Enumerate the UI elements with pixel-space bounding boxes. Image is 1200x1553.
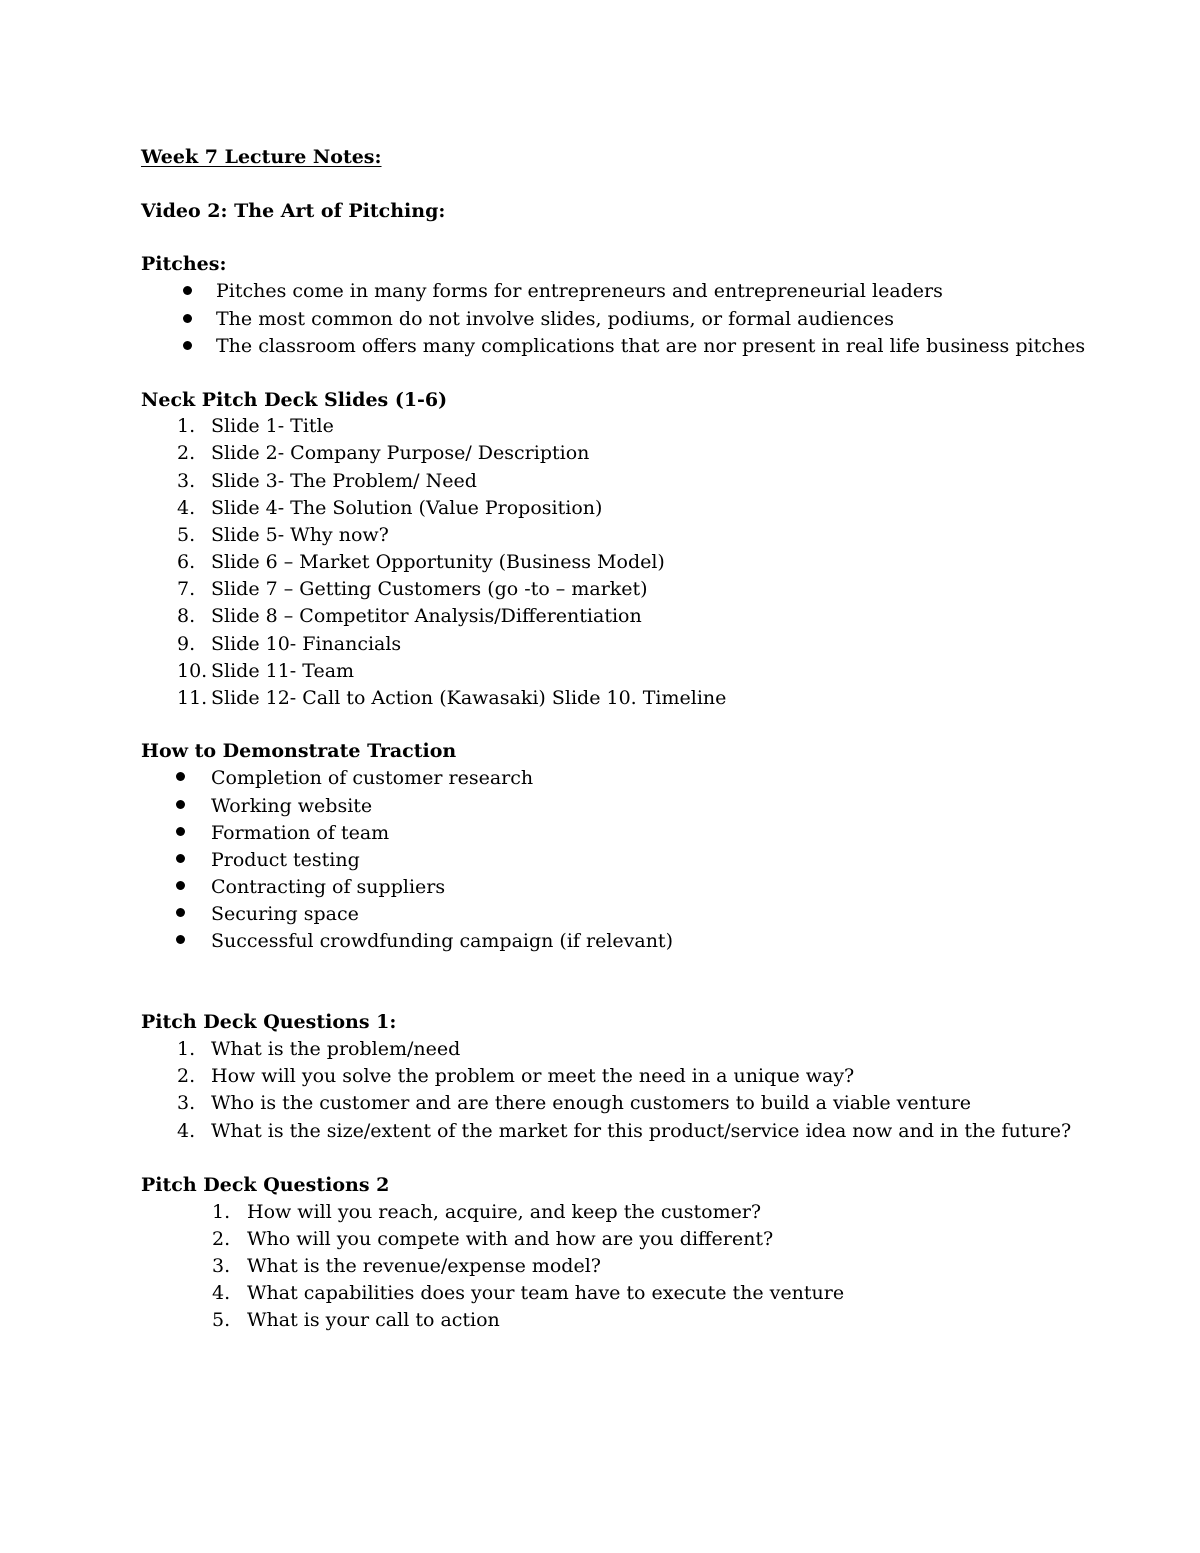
list-number: 10. xyxy=(177,660,208,682)
list-number: 4. xyxy=(212,1282,231,1304)
list-number: 7. xyxy=(177,578,196,600)
list-number: 4. xyxy=(177,497,196,519)
list-item-text: Product testing xyxy=(211,849,360,871)
list-item-text: Who is the customer and are there enough customers to build a viable venture xyxy=(211,1092,972,1114)
bullet-icon xyxy=(176,854,185,863)
list-item-text: What capabilities does your team have to execute the venture xyxy=(247,1282,845,1304)
list-number: 2. xyxy=(212,1228,231,1250)
bullet-icon xyxy=(176,772,185,781)
list-item-text: Completion of customer research xyxy=(211,767,534,789)
list-item-text: What is your call to action xyxy=(247,1309,500,1331)
list-item-text: Contracting of suppliers xyxy=(211,876,446,898)
list-item-text: Slide 12- Call to Action (Kawasaki) Slide 10. Timeline xyxy=(211,687,727,709)
list-item-text: Slide 3- The Problem/ Need xyxy=(211,470,477,492)
list-item-text: Slide 2- Company Purpose/ Description xyxy=(211,442,590,464)
list-item-text: Formation of team xyxy=(211,822,390,844)
list-item-text: How will you reach, acquire, and keep the customer? xyxy=(247,1201,762,1223)
questions-1-heading: Pitch Deck Questions 1: xyxy=(141,1011,397,1033)
list-number: 3. xyxy=(177,1092,196,1114)
list-item-text: Slide 11- Team xyxy=(211,660,355,682)
list-item-text: Slide 10- Financials xyxy=(211,633,402,655)
bullet-icon xyxy=(176,827,185,836)
list-number: 9. xyxy=(177,633,196,655)
list-item-text: Slide 4- The Solution (Value Proposition) xyxy=(211,497,603,519)
list-number: 6. xyxy=(177,551,196,573)
list-number: 8. xyxy=(177,605,196,627)
list-number: 5. xyxy=(212,1309,231,1331)
questions-2-heading: Pitch Deck Questions 2 xyxy=(141,1174,390,1196)
document-title: Week 7 Lecture Notes: xyxy=(141,146,382,168)
list-item-text: Who will you compete with and how are you different? xyxy=(247,1228,774,1250)
bullet-icon xyxy=(176,908,185,917)
list-number: 1. xyxy=(212,1201,231,1223)
list-item-text: Slide 7 – Getting Customers (go -to – market) xyxy=(211,578,648,600)
bullet-icon xyxy=(176,935,185,944)
list-number: 3. xyxy=(212,1255,231,1277)
list-item-text: The classroom offers many complications that are nor present in real life business pitches xyxy=(216,335,1086,357)
list-number: 1. xyxy=(177,415,196,437)
list-item-text: How will you solve the problem or meet the need in a unique way? xyxy=(211,1065,855,1087)
list-number: 4. xyxy=(177,1120,196,1142)
list-number: 2. xyxy=(177,1065,196,1087)
list-number: 2. xyxy=(177,442,196,464)
list-item-text: Successful crowdfunding campaign (if relevant) xyxy=(211,930,673,952)
list-item-text: Slide 8 – Competitor Analysis/Differentiation xyxy=(211,605,642,627)
bullet-icon xyxy=(183,286,192,295)
list-number: 3. xyxy=(177,470,196,492)
list-item-text: Slide 5- Why now? xyxy=(211,524,389,546)
bullet-icon xyxy=(183,341,192,350)
deck-slides-heading: Neck Pitch Deck Slides (1-6) xyxy=(141,389,448,411)
list-item-text: Slide 6 – Market Opportunity (Business Model) xyxy=(211,551,665,573)
list-number: 1. xyxy=(177,1038,196,1060)
list-item-text: What is the problem/need xyxy=(211,1038,461,1060)
list-item-text: Securing space xyxy=(211,903,359,925)
list-item-text: Working website xyxy=(211,795,373,817)
bullet-icon xyxy=(176,881,185,890)
list-item-text: What is the revenue/expense model? xyxy=(247,1255,601,1277)
bullet-icon xyxy=(176,800,185,809)
list-item-text: Slide 1- Title xyxy=(211,415,334,437)
video-title: Video 2: The Art of Pitching: xyxy=(141,200,446,222)
list-item-text: What is the size/extent of the market for this product/service idea now and in the future? xyxy=(211,1120,1072,1142)
pitches-heading: Pitches: xyxy=(141,253,227,275)
list-item-text: Pitches come in many forms for entrepreneurs and entrepreneurial leaders xyxy=(216,280,943,302)
traction-heading: How to Demonstrate Traction xyxy=(141,740,457,762)
list-item-text: The most common do not involve slides, podiums, or formal audiences xyxy=(216,308,895,330)
list-number: 5. xyxy=(177,524,196,546)
bullet-icon xyxy=(183,314,192,323)
list-number: 11. xyxy=(177,687,208,709)
